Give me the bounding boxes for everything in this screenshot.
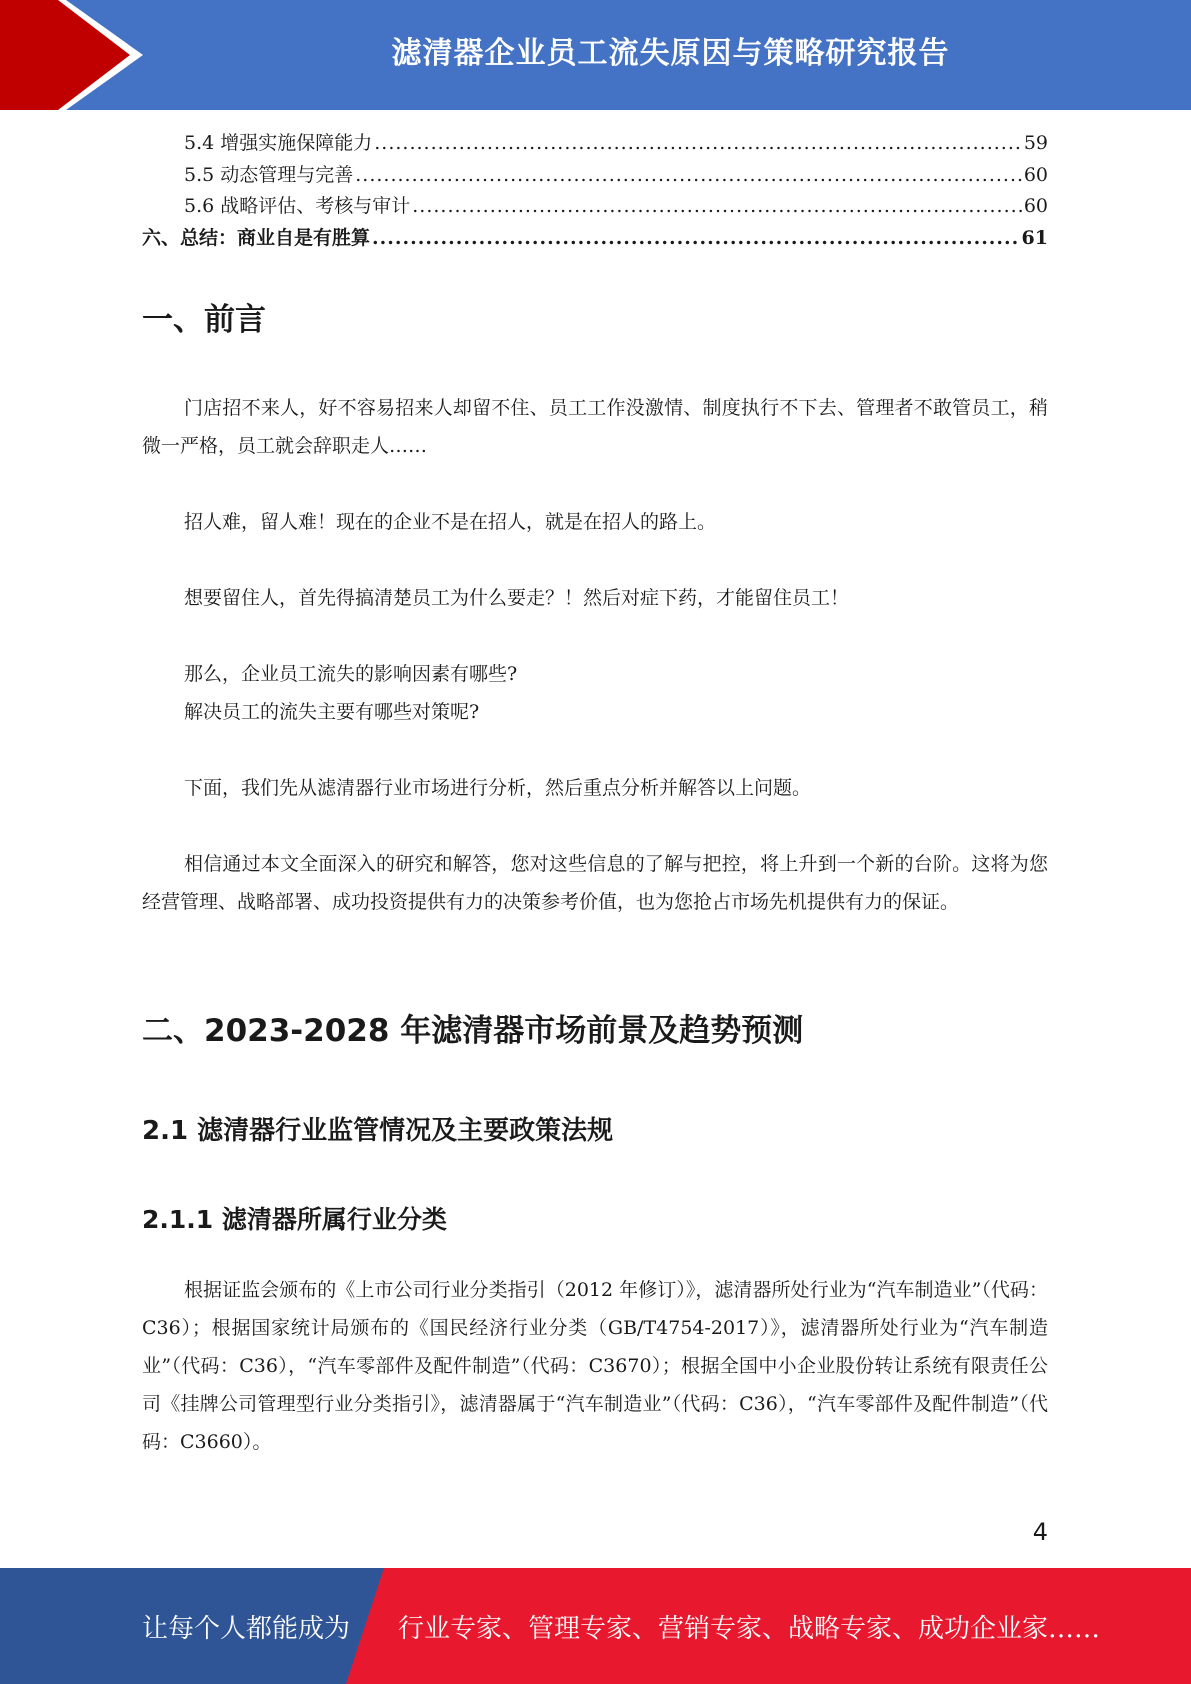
preface-heading-block xyxy=(142,294,1048,339)
footer-slogan-right: 行业专家、管理专家、营销专家、战略专家、成功企业家…… xyxy=(398,1613,1101,1644)
toc-entry-page: 61 xyxy=(1021,226,1048,249)
toc-entry[interactable] xyxy=(142,160,1048,192)
toc-entry-label: 5.4 增强实施保障能力 xyxy=(184,132,373,154)
toc-entry[interactable] xyxy=(142,128,1048,160)
toc-leader-dots xyxy=(412,191,1022,223)
toc-entry[interactable] xyxy=(142,223,1048,255)
header-band xyxy=(0,0,1191,110)
preface-paragraph: 想要留住人，首先得搞清楚员工为什么要走？！然后对症下药，才能留住员工！ xyxy=(184,587,850,609)
toc-entry-page: 59 xyxy=(1023,132,1048,154)
toc-entry-label: 5.5 动态管理与完善 xyxy=(184,163,354,186)
preface-question: 那么，企业员工流失的影响因素有哪些? xyxy=(184,663,518,685)
preface-paragraph-3-block xyxy=(142,579,1048,617)
preface-paragraph-2-block xyxy=(142,503,1048,541)
table-of-contents xyxy=(142,128,1048,254)
preface-paragraph: 招人难，留人难！现在的企业不是在招人，就是在招人的路上。 xyxy=(184,511,717,533)
document-title: 滤清器企业员工流失原因与策略研究报告 xyxy=(391,36,950,71)
preface-paragraph-1-block xyxy=(142,389,1048,465)
preface-paragraph-6-block xyxy=(142,769,1048,807)
footer-slogan-left: 让每个人都能成为 xyxy=(142,1613,351,1644)
section-2-1-heading-block xyxy=(142,1110,1048,1147)
preface-question: 解决员工的流失主要有哪些对策呢? xyxy=(184,701,480,723)
section-2-heading-block xyxy=(142,1005,1048,1050)
industry-classification-block xyxy=(142,1271,1048,1461)
toc-leader-dots xyxy=(355,160,1022,192)
toc-leader-dots xyxy=(374,128,1022,160)
page-number: 4 xyxy=(1032,1518,1048,1546)
section-2-heading: 二、2023-2028 年滤清器市场前景及趋势预测 xyxy=(142,1013,804,1049)
preface-paragraph: 相信通过本文全面深入的研究和解答，您对这些信息的了解与把控，将上升到一个新的台阶。这将为您经营管理、战略部署、成功投资提供有力的决策参考价值，也为您抢占市场先机提供有力的保证。 xyxy=(142,853,1048,913)
section-2-1-1-heading: 2.1.1 滤清器所属行业分类 xyxy=(142,1205,447,1234)
toc-entry-label: 六、总结：商业自是有胜算 xyxy=(142,226,371,249)
preface-question-2-block xyxy=(142,693,1048,731)
footer-band xyxy=(0,1568,1191,1684)
preface-paragraph: 下面，我们先从滤清器行业市场进行分析，然后重点分析并解答以上问题。 xyxy=(184,777,812,799)
section-2-1-1-heading-block xyxy=(142,1200,1048,1236)
industry-classification-paragraph: 根据证监会颁布的《上市公司行业分类指引（2012 年修订）》，滤清器所处行业为“汽车制造业”（代码：C36）；根据国家统计局颁布的《国民经济行业分类（GB/T4754-2017）》，滤清器所处行业为“汽车制造业”（代码：C36），“汽车零部件及配件制造”（代码：C3670）；根据全国中小企业股份转让系统有限责任公司《挂牌公司管理型行业分类指引》，滤清器属于“汽车制造业”（代码：C36），“汽车零部件及配件制造”（代码：C3660）。 xyxy=(142,1279,1048,1453)
toc-leader-dots xyxy=(372,223,1020,255)
preface-paragraph: 门店招不来人，好不容易招来人却留不住、员工工作没激情、制度执行不下去、管理者不敢管员工，稍微一严格，员工就会辞职走人…… xyxy=(142,397,1048,457)
toc-entry-label: 5.6 战略评估、考核与审计 xyxy=(184,195,411,217)
toc-entry-page: 60 xyxy=(1023,195,1048,217)
section-2-1-heading: 2.1 滤清器行业监管情况及主要政策法规 xyxy=(142,1116,614,1146)
toc-entry-page: 60 xyxy=(1023,163,1048,186)
preface-question-1-block xyxy=(142,655,1048,693)
toc-entry[interactable] xyxy=(142,191,1048,223)
preface-paragraph-7-block xyxy=(142,845,1048,921)
preface-heading: 一、前言 xyxy=(142,302,266,338)
